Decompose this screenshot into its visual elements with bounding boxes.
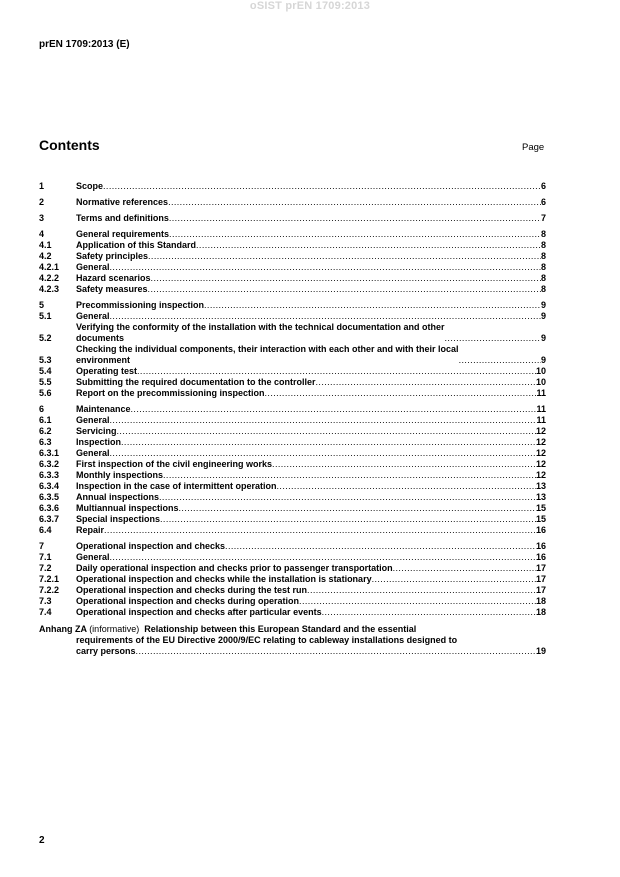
toc-entry-number: 6.3: [39, 437, 52, 447]
leader-dots: [121, 437, 536, 448]
leader-dots: [151, 273, 541, 284]
toc-entry-number: 4.2: [39, 251, 52, 261]
leader-dots: [169, 229, 541, 240]
watermark: oSIST prEN 1709:2013: [249, 0, 371, 12]
toc-entry-number: 6.3.1: [39, 448, 60, 458]
leader-dots: [307, 585, 536, 596]
toc-entry-page: 6: [540, 181, 546, 191]
leader-dots: [196, 240, 541, 251]
leader-dots: [110, 311, 541, 322]
toc-entry[interactable]: [39, 459, 546, 470]
toc-entry[interactable]: [39, 197, 546, 208]
toc-entry-title: Precommissioning inspection: [76, 300, 205, 310]
toc-entry[interactable]: [39, 181, 546, 192]
toc-entry-title: Inspection: [76, 437, 122, 447]
toc-entry-number: 6.3.6: [39, 503, 60, 513]
leader-dots: [117, 426, 536, 437]
toc-entry[interactable]: [39, 585, 546, 596]
toc-entry-page: 8: [540, 229, 546, 239]
leader-dots: [104, 525, 536, 536]
toc-entry-number: 6.1: [39, 415, 52, 425]
toc-entry-title: Hazard scenarios: [76, 273, 151, 283]
toc-entry-title: General: [76, 415, 110, 425]
toc-entry-title: Operating test: [76, 366, 138, 376]
leader-dots: [103, 181, 541, 192]
toc-entry-title: Scope: [76, 181, 104, 191]
toc-entry-number: 7.2.1: [39, 574, 60, 584]
toc-entry-title: Report on the precommissioning inspection: [76, 388, 265, 398]
leader-dots: [204, 300, 541, 311]
toc-entry-number: 5.3: [39, 355, 52, 365]
toc-entry-title: Verifying the conformity of the installation with the technical documentation and other: [76, 322, 445, 332]
toc-entry[interactable]: [39, 448, 546, 459]
leader-dots: [272, 459, 536, 470]
leader-dots: [110, 262, 541, 273]
toc-entry-page: 16: [535, 552, 546, 562]
toc-entry-page: 10: [535, 366, 546, 376]
leader-dots: [110, 552, 536, 563]
toc-entry-title: Operational inspection and checks after particular events: [76, 607, 322, 617]
toc-entry-page: 11: [536, 404, 546, 414]
toc-entry-title: Normative references: [76, 197, 169, 207]
table-of-contents: [39, 176, 546, 657]
toc-entry-number: 7.3: [39, 596, 52, 606]
leader-dots: [160, 514, 536, 525]
toc-entry[interactable]: [39, 574, 546, 585]
toc-entry-title: Checking the individual components, their interaction with each other and with their local: [76, 344, 459, 354]
footer-page-number: 2: [39, 835, 45, 846]
toc-entry-number: 7.2.2: [39, 585, 60, 595]
leader-dots: [159, 492, 536, 503]
toc-entry-number: 6.3.4: [39, 481, 60, 491]
toc-entry[interactable]: [39, 437, 546, 448]
toc-entry-title: Application of this Standard: [76, 240, 197, 250]
toc-entry-page: 17: [535, 563, 546, 573]
toc-entry-title: General: [76, 311, 110, 321]
toc-entry-number: 4.2.2: [39, 273, 60, 283]
toc-entry-title: Operational inspection and checks while the installation is stationary: [76, 574, 372, 584]
toc-entry-title: Operational inspection and checks during operation: [76, 596, 300, 606]
toc-entry[interactable]: [39, 284, 546, 295]
leader-dots: [225, 541, 536, 552]
annex-title-line2: requirements of the EU Directive 2000/9/EC relating to cableway installations designed to: [76, 635, 458, 645]
toc-entry-number: 4.1: [39, 240, 52, 250]
toc-entry-title: Multiannual inspections: [76, 503, 179, 513]
toc-entry-page: 9: [540, 355, 546, 365]
leader-dots: [169, 213, 541, 224]
toc-entry-number: 5.1: [39, 311, 52, 321]
leader-dots: [163, 470, 536, 481]
toc-entry-page: 16: [535, 525, 546, 535]
toc-entry-number: 2: [39, 197, 45, 207]
toc-entry[interactable]: [39, 213, 546, 224]
toc-entry-title: Repair: [76, 525, 105, 535]
toc-entry[interactable]: [39, 552, 546, 563]
toc-entry[interactable]: [39, 404, 546, 415]
toc-entry-page: 12: [535, 426, 546, 436]
annex-page-number: 19: [535, 646, 546, 656]
toc-entry[interactable]: [39, 481, 546, 492]
toc-entry-number: 6.2: [39, 426, 52, 436]
toc-entry-title: Operational inspection and checks: [76, 541, 226, 551]
toc-entry-title: Servicing: [76, 426, 117, 436]
toc-entry-title: General requirements: [76, 229, 170, 239]
annex-qualifier: (informative): [89, 624, 140, 634]
toc-entry-page: 13: [535, 481, 546, 491]
document-id: prEN 1709:2013 (E): [39, 39, 130, 50]
toc-entry-title-continued: environment: [76, 355, 131, 365]
toc-entry[interactable]: [39, 240, 546, 251]
toc-entry-title: Terms and definitions: [76, 213, 169, 223]
toc-entry-number: 7: [39, 541, 45, 551]
toc-entry-number: 5.2: [39, 333, 52, 343]
toc-entry[interactable]: [39, 322, 546, 344]
toc-entry[interactable]: [39, 415, 546, 426]
toc-entry-page: 8: [540, 273, 546, 283]
toc-entry[interactable]: [39, 273, 546, 284]
toc-entry-page: 12: [535, 448, 546, 458]
toc-entry[interactable]: [39, 251, 546, 262]
toc-entry[interactable]: [39, 344, 546, 366]
annex-title-line1: Relationship between this European Standard and the essential: [144, 624, 417, 634]
toc-entry[interactable]: [39, 541, 546, 552]
toc-entry[interactable]: [39, 514, 546, 525]
toc-entry[interactable]: [39, 525, 546, 536]
toc-entry-page: 11: [536, 415, 546, 425]
toc-entry-number: 4: [39, 229, 45, 239]
toc-entry[interactable]: [39, 388, 546, 399]
leader-dots: [168, 197, 541, 208]
toc-entry-number: 6.3.7: [39, 514, 60, 524]
toc-entry[interactable]: [39, 503, 546, 514]
leader-dots: [393, 563, 536, 574]
toc-entry-page: 8: [540, 284, 546, 294]
leader-dots: [148, 284, 541, 295]
toc-entry-number: 5.6: [39, 388, 52, 398]
annex-label: Anhang ZA: [39, 624, 87, 634]
toc-entry[interactable]: [39, 470, 546, 481]
toc-entry-page: 10: [535, 377, 546, 387]
toc-entry-page: 18: [535, 607, 546, 617]
toc-entry-title: Special inspections: [76, 514, 161, 524]
toc-entry-page: 6: [540, 197, 546, 207]
leader-dots: [316, 377, 536, 388]
toc-entry-title: Safety measures: [76, 284, 148, 294]
toc-entry[interactable]: [39, 377, 546, 388]
toc-entry-title: General: [76, 552, 110, 562]
toc-entry-number: 7.2: [39, 563, 52, 573]
toc-entry-number: 6.3.3: [39, 470, 60, 480]
toc-entry-number: 1: [39, 181, 45, 191]
toc-entry-number: 5: [39, 300, 45, 310]
toc-entry-page: 8: [540, 251, 546, 261]
toc-entry-title-continued: documents: [76, 333, 125, 343]
page-column-label: Page: [522, 142, 545, 153]
toc-entry-number: 6.4: [39, 525, 52, 535]
toc-entry-number: 7.1: [39, 552, 52, 562]
leader-dots: [110, 415, 537, 426]
toc-entry-number: 5.4: [39, 366, 52, 376]
leader-dots: [148, 251, 541, 262]
toc-annex-entry[interactable]: [39, 624, 546, 657]
toc-entry[interactable]: [39, 563, 546, 574]
toc-entry-number: 3: [39, 213, 45, 223]
leader-dots: [459, 355, 541, 366]
toc-entry[interactable]: [39, 492, 546, 503]
leader-dots: [110, 448, 536, 459]
leader-dots: [179, 503, 536, 514]
leader-dots: [445, 333, 541, 344]
leader-dots: [322, 607, 536, 618]
toc-entry[interactable]: [39, 366, 546, 377]
toc-entry-page: 17: [535, 574, 546, 584]
toc-entry[interactable]: [39, 300, 546, 311]
toc-entry-number: 4.2.3: [39, 284, 60, 294]
toc-entry-page: 12: [535, 437, 546, 447]
toc-entry-title: Daily operational inspection and checks prior to passenger transportation: [76, 563, 393, 573]
toc-entry-number: 7.4: [39, 607, 52, 617]
toc-entry-page: 12: [535, 470, 546, 480]
toc-entry-page: 9: [540, 300, 546, 310]
toc-entry-page: 16: [535, 541, 546, 551]
toc-entry-page: 9: [540, 333, 546, 343]
toc-entry-number: 5.5: [39, 377, 52, 387]
leader-dots: [265, 388, 537, 399]
toc-entry-number: 6: [39, 404, 45, 414]
toc-entry-page: 11: [536, 388, 546, 398]
toc-entry-title: Maintenance: [76, 404, 131, 414]
toc-entry-title: Annual inspections: [76, 492, 160, 502]
toc-entry-page: 8: [540, 240, 546, 250]
toc-entry-title: First inspection of the civil engineering works: [76, 459, 273, 469]
contents-title: Contents: [39, 137, 100, 153]
leader-dots: [137, 366, 536, 377]
toc-entry-page: 15: [535, 503, 546, 513]
toc-entry[interactable]: [39, 262, 546, 273]
toc-entry-title: Operational inspection and checks during the test run: [76, 585, 308, 595]
toc-entry-page: 9: [540, 311, 546, 321]
toc-entry-page: 13: [535, 492, 546, 502]
toc-entry-page: 18: [535, 596, 546, 606]
toc-entry-number: 4.2.1: [39, 262, 60, 272]
toc-entry-title: Submitting the required documentation to the controller: [76, 377, 316, 387]
toc-entry-number: 6.3.5: [39, 492, 60, 502]
leader-dots: [136, 646, 536, 657]
toc-entry[interactable]: [39, 607, 546, 618]
toc-entry[interactable]: [39, 596, 546, 607]
leader-dots: [299, 596, 536, 607]
toc-entry[interactable]: [39, 426, 546, 437]
toc-entry-page: 17: [535, 585, 546, 595]
toc-entry-page: 8: [540, 262, 546, 272]
toc-entry-title: Monthly inspections: [76, 470, 164, 480]
toc-entry-page: 12: [535, 459, 546, 469]
toc-entry-title: Inspection in the case of intermittent operation: [76, 481, 277, 491]
leader-dots: [131, 404, 537, 415]
toc-entry-page: 15: [535, 514, 546, 524]
toc-entry-page: 7: [540, 213, 546, 223]
toc-entry-title: General: [76, 262, 110, 272]
leader-dots: [372, 574, 536, 585]
leader-dots: [277, 481, 536, 492]
toc-entry-number: 6.3.2: [39, 459, 60, 469]
toc-entry[interactable]: [39, 311, 546, 322]
toc-entry-title: Safety principles: [76, 251, 149, 261]
toc-entry-title: General: [76, 448, 110, 458]
annex-title-line3: carry persons: [76, 646, 136, 656]
toc-entry[interactable]: [39, 229, 546, 240]
